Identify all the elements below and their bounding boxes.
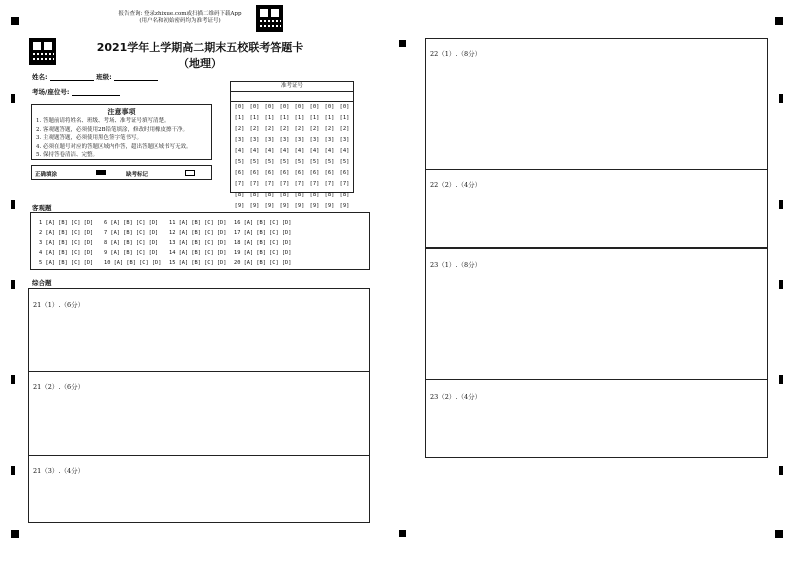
exam-id-digit-bubble[interactable]: [8] [324, 192, 335, 198]
exam-id-digit-bubble[interactable]: [0] [279, 104, 290, 110]
question-21-2-label: 21（2）.（6分） [33, 383, 85, 391]
mc-question[interactable]: 3 [A] [B] [C] [D] [39, 240, 94, 246]
mc-question[interactable]: 4 [A] [B] [C] [D] [39, 250, 94, 256]
exam-id-digit-bubble[interactable]: [4] [339, 148, 350, 154]
exam-id-column [247, 102, 262, 212]
exam-id-digit-bubble[interactable]: [6] [264, 170, 275, 176]
exam-id-digit-bubble[interactable]: [3] [234, 137, 245, 143]
mc-question[interactable]: 2 [A] [B] [C] [D] [39, 230, 94, 236]
exam-id-digit-bubble[interactable]: [8] [339, 192, 350, 198]
exam-id-digit-bubble[interactable]: [1] [234, 115, 245, 121]
question-23-2-label: 23（2）.（4分） [430, 393, 482, 401]
corner-mark-mid-bottom [399, 530, 406, 537]
question-22-1-label: 22（1）.（8分） [430, 50, 482, 58]
mc-question[interactable]: 18 [A] [B] [C] [D] [234, 240, 292, 246]
notes-item: 1. 答题前请将姓名、班级、考场、准考证号填写清楚。 [36, 118, 170, 124]
question-22-2-label: 22（2）.（4分） [430, 181, 482, 189]
mc-row [39, 218, 369, 228]
timing-mark [779, 200, 783, 209]
exam-id-digit-bubble[interactable]: [5] [294, 159, 305, 165]
exam-id-digit-bubble[interactable]: [1] [249, 115, 260, 121]
exam-id-digit-bubble[interactable]: [4] [279, 148, 290, 154]
exam-id-digit-bubble[interactable]: [1] [324, 115, 335, 121]
seat-field[interactable] [72, 87, 120, 96]
exam-id-digit-bubble[interactable]: [7] [309, 181, 320, 187]
mc-question[interactable]: 17 [A] [B] [C] [D] [234, 230, 292, 236]
missing-exam-label: 缺考标记 [126, 172, 149, 178]
seat-label: 考场/座位号: [32, 88, 70, 96]
answer-area-23-1[interactable] [425, 248, 768, 380]
exam-id-digit-bubble[interactable]: [1] [294, 115, 305, 121]
exam-id-digit-bubble[interactable]: [6] [309, 170, 320, 176]
timing-mark [11, 375, 15, 384]
timing-mark [779, 375, 783, 384]
exam-id-digit-bubble[interactable]: [8] [279, 192, 290, 198]
question-23-1-label: 23（1）.（8分） [430, 261, 482, 269]
exam-id-digit-bubble[interactable]: [7] [234, 181, 245, 187]
exam-id-digit-bubble[interactable]: [7] [279, 181, 290, 187]
exam-id-digit-bubble[interactable]: [8] [294, 192, 305, 198]
exam-id-digit-bubble[interactable]: [6] [234, 170, 245, 176]
exam-id-digit-bubble[interactable]: [8] [249, 192, 260, 198]
corner-mark-top-left [11, 17, 19, 25]
exam-id-digit-bubble[interactable]: [2] [294, 126, 305, 132]
exam-id-digit-bubble[interactable]: [6] [249, 170, 260, 176]
exam-id-digit-bubble[interactable]: [4] [264, 148, 275, 154]
exam-id-digit-bubble[interactable]: [5] [264, 159, 275, 165]
exam-id-digit-bubble[interactable]: [9] [234, 203, 245, 209]
corner-mark-bottom-right [775, 530, 783, 538]
report-notice-line2: (用户名和初始密码均为准考证号) [139, 18, 221, 24]
exam-id-digit-bubble[interactable]: [5] [279, 159, 290, 165]
app-qr-code [256, 5, 283, 32]
exam-id-digit-bubble[interactable]: [5] [249, 159, 260, 165]
exam-id-digit-bubble[interactable]: [1] [339, 115, 350, 121]
answer-area-21-2[interactable] [28, 372, 370, 456]
timing-mark [11, 280, 15, 289]
exam-title: 2021学年上学期高二期末五校联考答题卡 [96, 41, 304, 54]
answer-area-22-1[interactable] [425, 38, 768, 170]
timing-mark [11, 200, 15, 209]
exam-id-digit-bubble[interactable]: [1] [279, 115, 290, 121]
timing-mark [11, 466, 15, 475]
exam-id-digit-bubble[interactable]: [2] [309, 126, 320, 132]
answer-area-22-2[interactable] [425, 170, 768, 248]
exam-id-digit-bubble[interactable]: [1] [309, 115, 320, 121]
notes-item: 5. 保持答卷清洁、完整。 [36, 152, 98, 159]
timing-mark [779, 466, 783, 475]
report-notice-line1: 报告查询: 登录zhixue.com或扫描二维码下载App [118, 11, 242, 17]
mc-question[interactable]: 8 [A] [B] [C] [D] [104, 240, 159, 246]
exam-id-digit-bubble[interactable]: [6] [294, 170, 305, 176]
mc-row [39, 248, 369, 258]
exam-id-column [262, 102, 277, 212]
mc-question[interactable]: 12 [A] [B] [C] [D] [169, 230, 227, 236]
exam-id-box [230, 81, 354, 209]
objective-section-label: 客观题 [32, 204, 52, 212]
mc-question[interactable]: 13 [A] [B] [C] [D] [169, 240, 227, 246]
exam-id-digit-bubble[interactable]: [4] [249, 148, 260, 154]
exam-id-digit-bubble[interactable]: [8] [264, 192, 275, 198]
exam-id-digit-bubble[interactable]: [3] [339, 137, 350, 143]
exam-id-digit-bubble[interactable]: [2] [279, 126, 290, 132]
name-label: 姓名: [32, 73, 48, 81]
exam-id-digit-bubble[interactable]: [0] [234, 104, 245, 110]
comprehensive-section-label: 综合题 [32, 279, 52, 287]
exam-id-digit-bubble[interactable]: [9] [249, 203, 260, 209]
exam-id-digit-grid [231, 102, 353, 212]
exam-id-digit-bubble[interactable]: [9] [279, 203, 290, 209]
exam-id-digit-bubble[interactable]: [7] [249, 181, 260, 187]
exam-id-digit-bubble[interactable]: [7] [339, 181, 350, 187]
exam-id-digit-bubble[interactable]: [3] [264, 137, 275, 143]
exam-id-digit-bubble[interactable]: [0] [249, 104, 260, 110]
exam-id-digit-bubble[interactable]: [7] [324, 181, 335, 187]
exam-id-digit-bubble[interactable]: [2] [324, 126, 335, 132]
exam-id-digit-bubble[interactable]: [4] [309, 148, 320, 154]
exam-id-digit-bubble[interactable]: [0] [294, 104, 305, 110]
mc-rows [39, 218, 369, 268]
exam-id-digit-bubble[interactable]: [9] [264, 203, 275, 209]
mc-question[interactable]: 11 [A] [B] [C] [D] [169, 220, 227, 226]
mc-row [39, 238, 369, 248]
mc-question[interactable]: 10 [A] [B] [C] [D] [104, 260, 162, 266]
timing-mark [11, 94, 15, 103]
exam-id-digit-bubble[interactable]: [5] [324, 159, 335, 165]
name-field[interactable] [50, 72, 94, 81]
exam-id-digit-bubble[interactable]: [0] [264, 104, 275, 110]
exam-id-label: 准考证号 [231, 82, 353, 92]
exam-id-digit-bubble[interactable]: [5] [309, 159, 320, 165]
exam-id-digit-bubble[interactable]: [0] [339, 104, 350, 110]
fill-example-box [31, 165, 212, 180]
exam-id-digit-bubble[interactable]: [4] [324, 148, 335, 154]
mc-row [39, 258, 369, 268]
exam-id-digit-bubble[interactable]: [1] [264, 115, 275, 121]
mc-question[interactable]: 20 [A] [B] [C] [D] [234, 260, 292, 266]
notes-title: 注意事项 [107, 108, 136, 116]
exam-id-column [232, 102, 247, 212]
exam-id-digit-bubble[interactable]: [3] [324, 137, 335, 143]
notes-list [36, 117, 207, 160]
mc-question[interactable]: 16 [A] [B] [C] [D] [234, 220, 292, 226]
exam-id-digit-bubble[interactable]: [4] [294, 148, 305, 154]
corner-mark-mid-top [399, 40, 406, 47]
notes-box [31, 104, 212, 160]
exam-id-digit-bubble[interactable]: [2] [264, 126, 275, 132]
exam-id-digit-bubble[interactable]: [5] [234, 159, 245, 165]
exam-id-digit-bubble[interactable]: [4] [234, 148, 245, 154]
corner-mark-bottom-left [11, 530, 19, 538]
report-notice [100, 11, 260, 25]
objective-answer-box [30, 212, 370, 270]
exam-id-digit-bubble[interactable]: [2] [249, 126, 260, 132]
correct-fill-sample [96, 170, 106, 175]
exam-id-column [307, 102, 322, 212]
exam-id-column [322, 102, 337, 212]
class-label: 班级: [96, 73, 112, 81]
exam-id-digit-bubble[interactable]: [8] [309, 192, 320, 198]
correct-fill-label: 正确填涂 [35, 172, 58, 178]
notes-item: 2. 客观题答题，必须使用2B铅笔填涂，修改时用橡皮擦干净。 [36, 126, 189, 133]
notes-item: 3. 主观题答题，必须使用黑色签字笔书写。 [36, 135, 142, 142]
exam-id-digit-bubble[interactable]: [3] [279, 137, 290, 143]
page-title [90, 39, 310, 71]
corner-mark-top-right [775, 17, 783, 25]
mc-question[interactable]: 9 [A] [B] [C] [D] [104, 250, 159, 256]
missing-exam-checkbox[interactable] [185, 170, 195, 176]
exam-id-digit-bubble[interactable]: [9] [294, 203, 305, 209]
exam-id-digit-bubble[interactable]: [7] [264, 181, 275, 187]
exam-id-digit-bubble[interactable]: [3] [309, 137, 320, 143]
exam-id-digit-bubble[interactable]: [8] [234, 192, 245, 198]
exam-id-digit-bubble[interactable]: [9] [309, 203, 320, 209]
exam-subject: （地理） [178, 57, 222, 70]
mc-question[interactable]: 5 [A] [B] [C] [D] [39, 260, 94, 266]
mc-question[interactable]: 19 [A] [B] [C] [D] [234, 250, 292, 256]
exam-id-digit-bubble[interactable]: [0] [309, 104, 320, 110]
notes-item: 4. 必须在题号对应的答题区域内作答，超出答题区域书写无效。 [36, 143, 192, 150]
answer-area-23-2[interactable] [425, 380, 768, 458]
exam-id-digit-bubble[interactable]: [2] [339, 126, 350, 132]
exam-id-digit-bubble[interactable]: [3] [294, 137, 305, 143]
mc-question[interactable]: 14 [A] [B] [C] [D] [169, 250, 227, 256]
exam-id-digit-bubble[interactable]: [5] [339, 159, 350, 165]
exam-id-column [292, 102, 307, 212]
mc-question[interactable]: 15 [A] [B] [C] [D] [169, 260, 227, 266]
exam-id-digit-bubble[interactable]: [7] [294, 181, 305, 187]
answer-area-21-3[interactable] [28, 456, 370, 523]
mc-question[interactable]: 7 [A] [B] [C] [D] [104, 230, 159, 236]
class-field[interactable] [114, 72, 158, 81]
timing-mark [779, 94, 783, 103]
exam-id-digit-bubble[interactable]: [2] [234, 126, 245, 132]
exam-id-digit-bubble[interactable]: [0] [324, 104, 335, 110]
exam-id-digit-bubble[interactable]: [6] [279, 170, 290, 176]
exam-id-digit-bubble[interactable]: [9] [339, 203, 350, 209]
exam-id-fill-area [231, 92, 353, 102]
exam-id-digit-bubble[interactable]: [6] [339, 170, 350, 176]
timing-mark [779, 280, 783, 289]
student-info [32, 72, 212, 101]
exam-id-digit-bubble[interactable]: [9] [324, 203, 335, 209]
exam-id-column [337, 102, 352, 212]
mc-row [39, 228, 369, 238]
exam-id-digit-bubble[interactable]: [3] [249, 137, 260, 143]
question-21-1-label: 21（1）.（6分） [33, 301, 85, 309]
student-qr-code [29, 38, 56, 65]
exam-id-digit-bubble[interactable]: [6] [324, 170, 335, 176]
mc-question[interactable]: 6 [A] [B] [C] [D] [104, 220, 159, 226]
mc-question[interactable]: 1 [A] [B] [C] [D] [39, 220, 94, 226]
question-21-3-label: 21（3）.（4分） [33, 467, 85, 475]
exam-id-column [277, 102, 292, 212]
answer-area-21-1[interactable] [28, 288, 370, 372]
